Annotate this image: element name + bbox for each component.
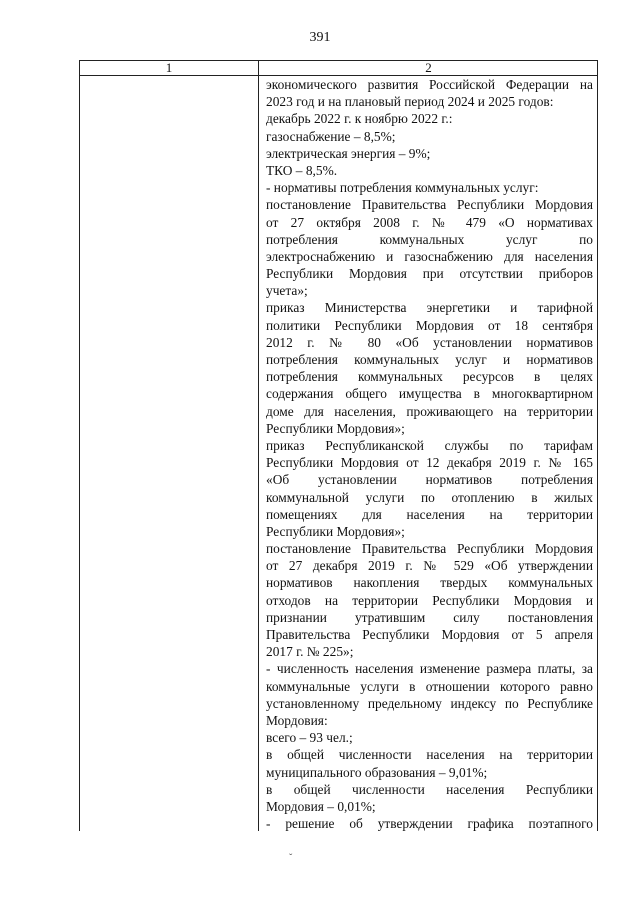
text-line: в общей численности населения на территории bbox=[266, 747, 593, 763]
text-line: приказ Республиканской службы по тарифам bbox=[266, 437, 593, 453]
table-cell-column-2 bbox=[266, 76, 593, 831]
text-line: коммунальной услуги по отоплению в жилых bbox=[266, 489, 593, 505]
text-line: отходов на территории Республики Мордовия и bbox=[266, 592, 593, 608]
text-line: содержания общего имущества в многоквартирном bbox=[266, 386, 593, 402]
text-line: 2017 г. № 225»; bbox=[266, 644, 354, 660]
text-line: установленному предельному индексу по Республике bbox=[266, 695, 593, 711]
column-header-1: 1 bbox=[165, 60, 173, 75]
text-line: Республики Мордовия при отсутствии приборов bbox=[266, 266, 593, 282]
text-line: - решение об утверждении графика поэтапного bbox=[266, 816, 593, 831]
text-line: «Об установлении нормативов потребления bbox=[266, 472, 593, 488]
text-line: Мордовия – 0,01%; bbox=[266, 798, 376, 814]
text-line: ТКО – 8,5%. bbox=[266, 162, 338, 178]
text-line: Республики Мордовия»; bbox=[266, 420, 405, 436]
text-line: доме для населения, проживающего на территории bbox=[266, 403, 593, 419]
text-line: постановление Правительства Республики Мордовия bbox=[266, 197, 593, 213]
text-line: помещениях для населения на территории bbox=[266, 506, 593, 522]
text-line: коммунальные услуги в отношении которого равно bbox=[266, 678, 593, 694]
text-line: электроснабжению и газоснабжению для населения bbox=[266, 248, 593, 264]
scan-mark: ˇ bbox=[289, 853, 293, 864]
text-line: постановление Правительства Республики Мордовия bbox=[266, 541, 593, 557]
text-line: декабрь 2022 г. к ноябрю 2022 г.: bbox=[266, 111, 453, 127]
text-line: потребления коммунальных услуг и нормативов bbox=[266, 352, 593, 367]
text-line: признании утратившим силу постановления bbox=[266, 609, 593, 625]
text-line: нормативов накопления твердых коммунальных bbox=[266, 575, 593, 591]
text-line: муниципального образования – 9,01%; bbox=[266, 764, 488, 780]
text-line: - численность населения изменение размера платы, за bbox=[266, 661, 593, 677]
text-line: электрическая энергия – 9%; bbox=[266, 145, 431, 161]
text-line: Правительства Республики Мордовия от 5 апреля bbox=[266, 627, 593, 642]
text-line: 2012 г. № 80 «Об установлении нормативов bbox=[266, 334, 593, 350]
text-line: - нормативы потребления коммунальных услуг: bbox=[266, 180, 539, 196]
text-line: потребления коммунальных услуг по bbox=[266, 231, 593, 247]
text-line: политики Республики Мордовия от 18 сентября bbox=[266, 317, 593, 333]
column-header-2: 2 bbox=[425, 60, 432, 75]
text-line: газоснабжение – 8,5%; bbox=[266, 128, 396, 144]
text-line: от 27 декабря 2019 г. № 529 «Об утверждении bbox=[266, 558, 593, 574]
text-line: приказ Министерства энергетики и тарифной bbox=[266, 300, 593, 316]
document-table bbox=[79, 60, 598, 831]
column-divider bbox=[258, 61, 259, 831]
text-line: потребления коммунальных ресурсов в целях bbox=[266, 369, 593, 385]
text-line: Республики Мордовия»; bbox=[266, 523, 405, 539]
text-line: Республики Мордовия от 12 декабря 2019 г. № 165 bbox=[266, 455, 593, 471]
text-line: учета»; bbox=[266, 283, 308, 299]
text-line: экономического развития Российской Федерации на bbox=[266, 77, 593, 92]
page-number: 391 bbox=[309, 30, 331, 45]
text-line: в общей численности населения Республики bbox=[266, 781, 593, 797]
text-line: всего – 93 чел.; bbox=[266, 730, 353, 746]
text-line: Мордовия: bbox=[266, 712, 328, 728]
text-line: от 27 октября 2008 г. № 479 «О нормативах bbox=[266, 214, 593, 230]
text-line: 2023 год и на плановый период 2024 и 2025 годов: bbox=[266, 94, 554, 110]
